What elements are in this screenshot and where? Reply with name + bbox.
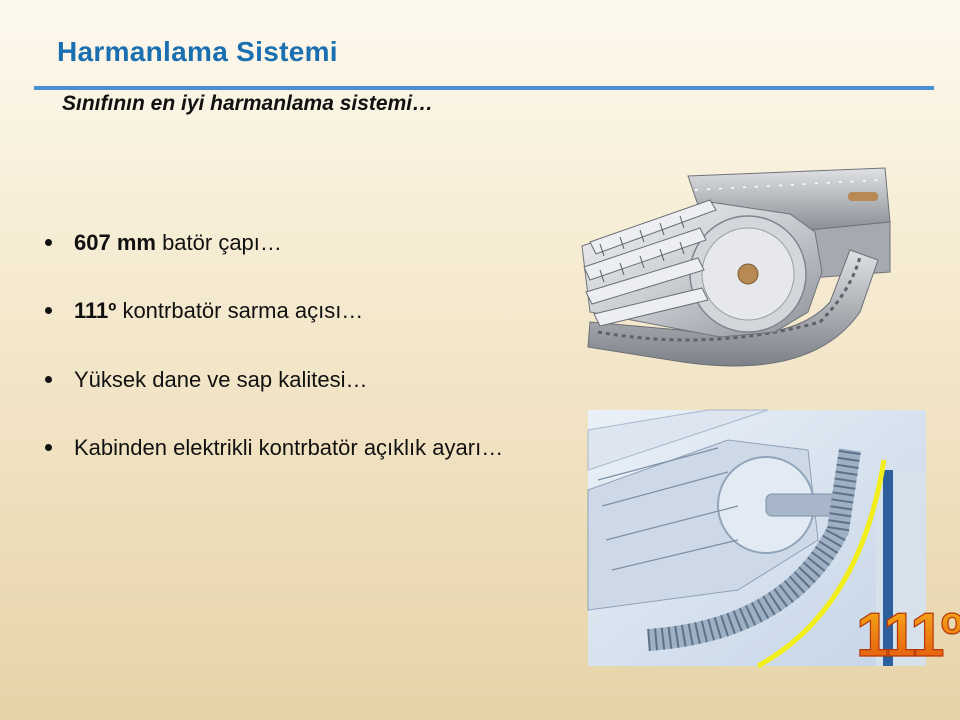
bullet-dot-icon	[45, 307, 52, 314]
bullet-dot-icon	[45, 444, 52, 451]
bullet-text: batör çapı…	[155, 230, 282, 255]
bullet-item	[45, 433, 515, 463]
bullet-text: kontrbatör sarma açısı…	[116, 298, 364, 324]
angle-label: 111º	[856, 601, 960, 670]
concave-angle-image	[588, 410, 960, 670]
threshing-drum-image	[560, 162, 900, 384]
bullet-text: Yüksek dane ve sap kalitesi…	[74, 366, 368, 392]
slide-subtitle: Sınıfının en iyi harmanlama sistemi…	[62, 92, 434, 115]
bullet-dot-icon	[45, 376, 52, 383]
bullet-list	[45, 228, 515, 501]
bullet-item	[45, 365, 515, 395]
bullet-text: Kabinden elektrikli kontrbatör açıklık ayarı…	[74, 435, 504, 461]
title-divider	[34, 86, 934, 90]
bullet-dot-icon	[45, 239, 52, 246]
bullet-item	[45, 296, 515, 326]
bullet-item	[45, 228, 515, 258]
slide-title: Harmanlama Sistemi	[57, 36, 338, 67]
bullet-emphasis: 607 mm	[74, 230, 156, 255]
bullet-emphasis: 111º	[74, 298, 117, 324]
